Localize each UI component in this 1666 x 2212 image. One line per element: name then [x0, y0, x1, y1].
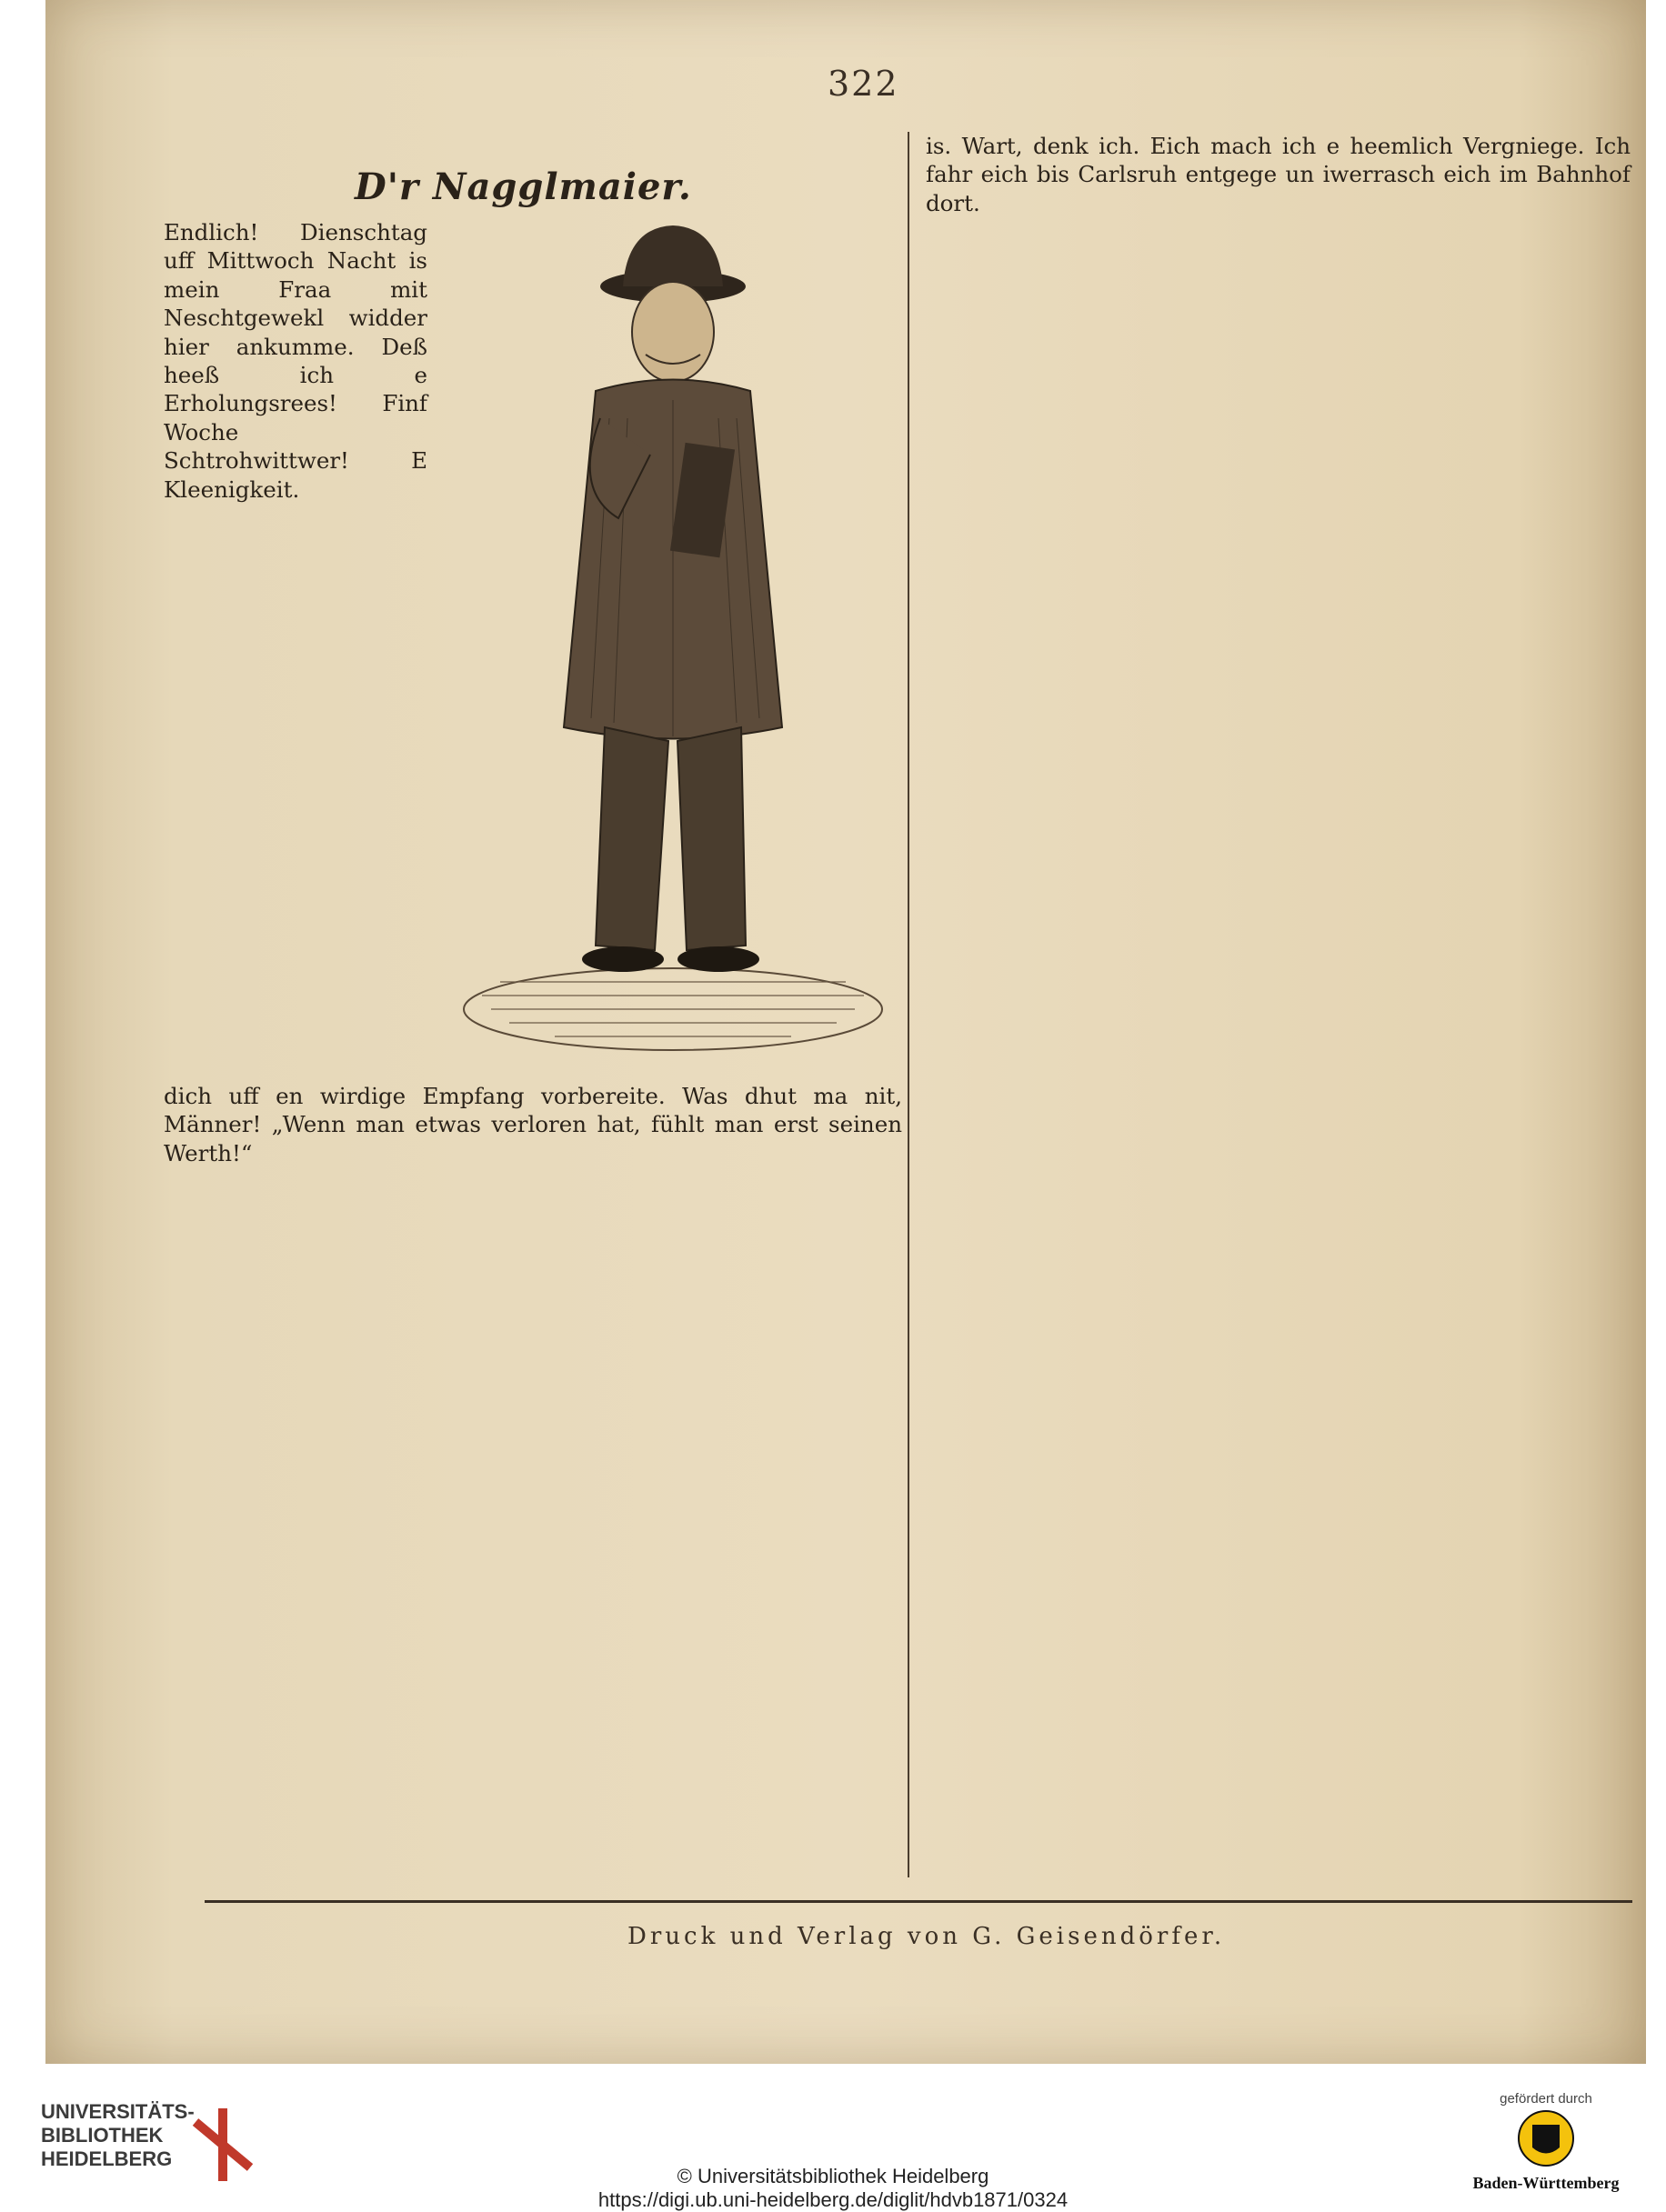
- article-title: D'r Nagglmaier.: [355, 165, 692, 208]
- imprint-line: Druck und Verlag von G. Geisendörfer.: [627, 1923, 1226, 1950]
- bottom-rule: [205, 1900, 1632, 1903]
- logo-line: BIBLIOTHEK: [41, 2124, 164, 2147]
- paragraph: is. Wart, denk ich. Eich mach ich e heemlich Vergniege. Ich fahr eich bis Carlsruh entgege un iwerrasch eich im Bahnhof dort.: [926, 133, 1631, 216]
- funding-credit: [1455, 2091, 1637, 2193]
- document-url[interactable]: https://digi.ub.uni-heidelberg.de/diglit/hdvb1871/0324: [597, 2188, 1069, 2211]
- copyright-notice: © Universitätsbibliothek Heidelberg: [677, 2165, 989, 2187]
- paragraph: Endlich! Dienschtag uff Mittwoch Nacht is mein Fraa mit Neschtgewekl widder hier ankumme. Deß heeß ich e Erholungsrees! Finf Woche Schtrohwittwer! E Kleenigkeit.: [164, 219, 427, 503]
- library-logo-text: [41, 2100, 195, 2171]
- funding-label: gefördert durch: [1500, 2091, 1592, 2107]
- logo-line: UNIVERSITÄTS-: [41, 2100, 195, 2123]
- newspaper-page: [45, 0, 1646, 2064]
- engraving-figure: [446, 218, 900, 1064]
- baden-wuerttemberg-crest-icon: [1514, 2107, 1578, 2170]
- logo-line: HEIDELBERG: [41, 2147, 173, 2170]
- page-number: 322: [828, 64, 899, 104]
- left-column-bottom: [164, 1082, 902, 1167]
- paragraph: dich uff en wirdige Empfang vorbereite. Was dhut ma nit, Männer! „Wenn man etwas verloren hat, fühlt man erst seinen Werth!“: [164, 1083, 902, 1166]
- column-divider: [908, 132, 909, 1877]
- right-column: [926, 132, 1631, 217]
- left-column-top: [164, 218, 427, 504]
- funding-name: Baden-Württemberg: [1472, 2174, 1620, 2192]
- portrait-illustration: [446, 218, 900, 1064]
